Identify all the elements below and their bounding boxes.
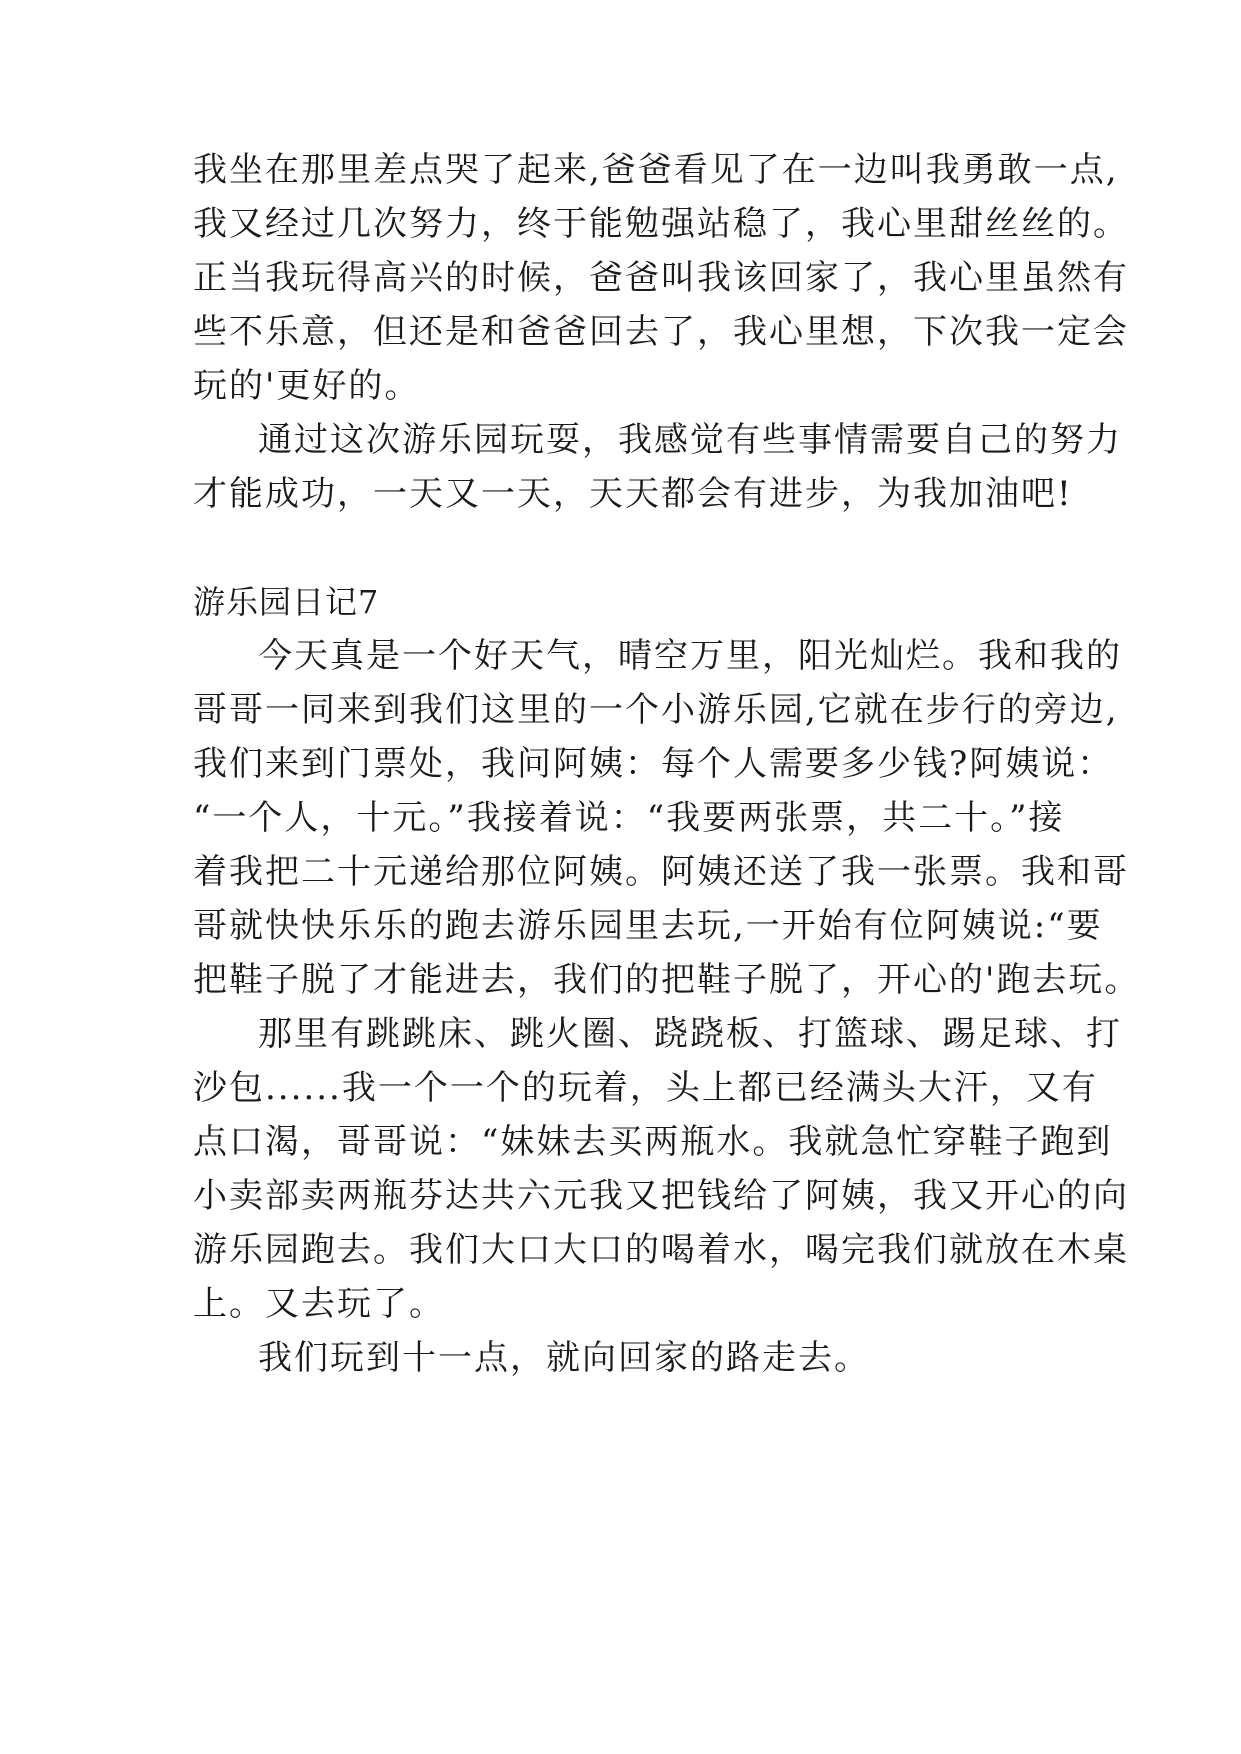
text-line: 点口渴，哥哥说：“妹妹去买两瓶水。我就急忙穿鞋子跑到 xyxy=(193,1122,1113,1162)
text-line: 哥就快快乐乐的跑去游乐园里去玩,一开始有位阿姨说:“要 xyxy=(193,906,1103,946)
text-line: 那里有跳跳床、跳火圈、跷跷板、打篮球、踢足球、打 xyxy=(258,1014,1122,1054)
text-line: 我坐在那里差点哭了起来,爸爸看见了在一边叫我勇敢一点, xyxy=(193,150,1119,190)
section-title: 游乐园日记7 xyxy=(193,583,380,621)
text-line: 我们来到门票处，我问阿姨：每个人需要多少钱?阿姨说： xyxy=(193,744,1114,784)
text-line: 我们玩到十一点，就向回家的路走去。 xyxy=(258,1338,870,1378)
text-line: “一个人，十元。”我接着说：“我要两张票，共二十。”接 xyxy=(193,798,1065,838)
text-line: 玩的'更好的。 xyxy=(193,366,421,406)
text-line: 上。又去玩了。 xyxy=(193,1284,445,1324)
text-line: 着我把二十元递给那位阿姨。阿姨还送了我一张票。我和哥 xyxy=(193,852,1129,892)
text-line: 哥哥一同来到我们这里的一个小游乐园,它就在步行的旁边, xyxy=(193,690,1119,730)
text-line: 沙包......我一个一个的玩着，头上都已经满头大汗，又有 xyxy=(193,1068,1098,1108)
text-line: 游乐园跑去。我们大口大口的喝着水，喝完我们就放在木桌 xyxy=(193,1230,1129,1270)
text-line: 今天真是一个好天气，晴空万里，阳光灿烂。我和我的 xyxy=(258,636,1122,676)
text-line: 我又经过几次努力，终于能勉强站稳了，我心里甜丝丝的。 xyxy=(193,204,1129,244)
text-line: 正当我玩得高兴的时候，爸爸叫我该回家了，我心里虽然有 xyxy=(193,258,1129,298)
text-line: 些不乐意，但还是和爸爸回去了，我心里想，下次我一定会 xyxy=(193,312,1129,352)
text-line: 通过这次游乐园玩耍，我感觉有些事情需要自己的努力 xyxy=(258,420,1122,460)
text-line: 小卖部卖两瓶芬达共六元我又把钱给了阿姨，我又开心的向 xyxy=(193,1176,1129,1216)
text-line: 把鞋子脱了才能进去，我们的把鞋子脱了，开心的'跑去玩。 xyxy=(193,960,1141,1000)
text-line: 才能成功，一天又一天，天天都会有进步，为我加油吧! xyxy=(193,474,1073,514)
